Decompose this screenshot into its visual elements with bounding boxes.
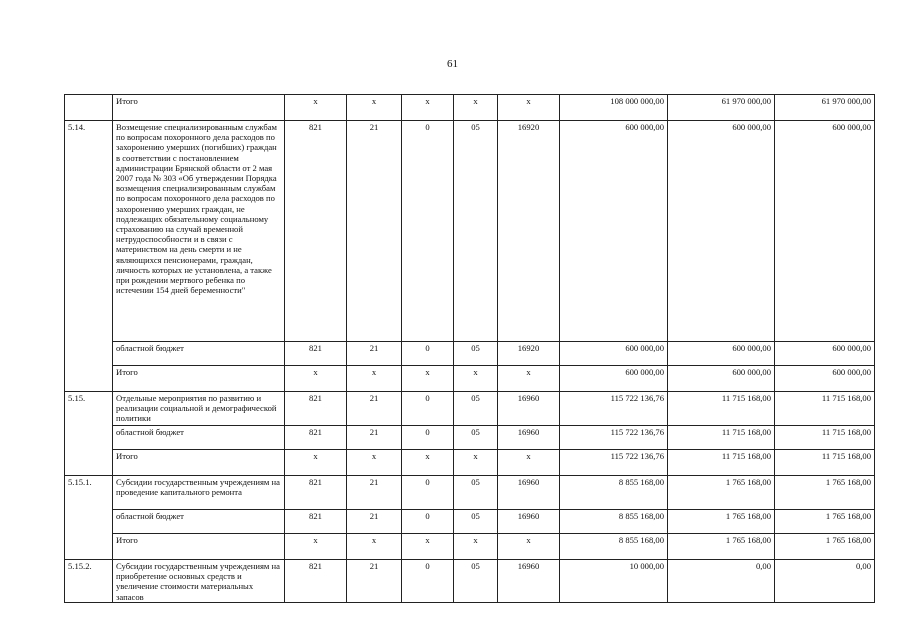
pr-cell: х bbox=[402, 450, 454, 476]
sum-3-cell: 11 715 168,00 bbox=[775, 426, 875, 450]
row-name: Отдельные мероприятия по развитию и реализации социальной и демографической политики bbox=[113, 392, 285, 426]
sum-3-cell: 1 765 168,00 bbox=[775, 510, 875, 534]
table-row-5-14-oblast bbox=[65, 342, 875, 366]
rz-cell: х bbox=[347, 95, 402, 121]
cs1-cell: х bbox=[454, 534, 498, 560]
rz-cell: 21 bbox=[347, 121, 402, 342]
pr-cell: 0 bbox=[402, 121, 454, 342]
section-code: 5.14. bbox=[65, 121, 113, 392]
section-code: 5.15.1. bbox=[65, 476, 113, 560]
sum-1-cell: 115 722 136,76 bbox=[560, 450, 668, 476]
sum-3-cell: 600 000,00 bbox=[775, 342, 875, 366]
cs2-cell: 16960 bbox=[498, 476, 560, 510]
kvsr-cell: 821 bbox=[285, 342, 347, 366]
cs1-cell: х bbox=[454, 95, 498, 121]
section-code: 5.15.2. bbox=[65, 560, 113, 603]
sum-3-cell: 1 765 168,00 bbox=[775, 476, 875, 510]
row-name: Итого bbox=[113, 95, 285, 121]
rz-cell: 21 bbox=[347, 476, 402, 510]
sum-1-cell: 8 855 168,00 bbox=[560, 476, 668, 510]
cs1-cell: 05 bbox=[454, 476, 498, 510]
row-name: Итого bbox=[113, 366, 285, 392]
rz-cell: х bbox=[347, 450, 402, 476]
pr-cell: х bbox=[402, 95, 454, 121]
kvsr-cell: 821 bbox=[285, 426, 347, 450]
kvsr-cell: х bbox=[285, 534, 347, 560]
pr-cell: 0 bbox=[402, 342, 454, 366]
row-name: областной бюджет bbox=[113, 426, 285, 450]
sum-2-cell: 11 715 168,00 bbox=[668, 426, 775, 450]
sum-1-cell: 108 000 000,00 bbox=[560, 95, 668, 121]
sum-3-cell: 600 000,00 bbox=[775, 366, 875, 392]
sum-2-cell: 61 970 000,00 bbox=[668, 95, 775, 121]
cs2-cell: х bbox=[498, 95, 560, 121]
pr-cell: х bbox=[402, 534, 454, 560]
cs2-cell: 16960 bbox=[498, 392, 560, 426]
cs2-cell: 16960 bbox=[498, 560, 560, 603]
sum-2-cell: 11 715 168,00 bbox=[668, 450, 775, 476]
sum-1-cell: 115 722 136,76 bbox=[560, 426, 668, 450]
sum-3-cell: 1 765 168,00 bbox=[775, 534, 875, 560]
cs1-cell: 05 bbox=[454, 510, 498, 534]
cs1-cell: 05 bbox=[454, 392, 498, 426]
kvsr-cell: 821 bbox=[285, 510, 347, 534]
sum-3-cell: 600 000,00 bbox=[775, 121, 875, 342]
page-number: 61 bbox=[447, 58, 458, 70]
sum-2-cell: 600 000,00 bbox=[668, 366, 775, 392]
sum-3-cell: 0,00 bbox=[775, 560, 875, 603]
cs2-cell: 16920 bbox=[498, 121, 560, 342]
row-name: Итого bbox=[113, 534, 285, 560]
section-code: 5.15. bbox=[65, 392, 113, 476]
table-row-5-15-oblast bbox=[65, 426, 875, 450]
sum-1-cell: 600 000,00 bbox=[560, 366, 668, 392]
row-name: Субсидии государственным учреждениям на проведение капитального ремонта bbox=[113, 476, 285, 510]
kvsr-cell: 821 bbox=[285, 560, 347, 603]
rz-cell: 21 bbox=[347, 426, 402, 450]
kvsr-cell: 821 bbox=[285, 476, 347, 510]
sum-2-cell: 1 765 168,00 bbox=[668, 534, 775, 560]
rz-cell: х bbox=[347, 366, 402, 392]
pr-cell: 0 bbox=[402, 476, 454, 510]
cs1-cell: 05 bbox=[454, 121, 498, 342]
rz-cell: х bbox=[347, 534, 402, 560]
table-row-5-15 bbox=[65, 392, 875, 426]
pr-cell: 0 bbox=[402, 510, 454, 534]
row-name: областной бюджет bbox=[113, 342, 285, 366]
table-row-5-14-total bbox=[65, 366, 875, 392]
sum-1-cell: 8 855 168,00 bbox=[560, 510, 668, 534]
sum-3-cell: 11 715 168,00 bbox=[775, 392, 875, 426]
sum-2-cell: 600 000,00 bbox=[668, 121, 775, 342]
pr-cell: 0 bbox=[402, 426, 454, 450]
cs2-cell: х bbox=[498, 366, 560, 392]
rz-cell: 21 bbox=[347, 510, 402, 534]
table-row-5-15-1-total bbox=[65, 534, 875, 560]
kvsr-cell: х bbox=[285, 450, 347, 476]
table-row-5-14 bbox=[65, 121, 875, 342]
sum-3-cell: 61 970 000,00 bbox=[775, 95, 875, 121]
kvsr-cell: х bbox=[285, 95, 347, 121]
row-name: областной бюджет bbox=[113, 510, 285, 534]
code-cell bbox=[65, 95, 113, 121]
cs1-cell: х bbox=[454, 366, 498, 392]
cs1-cell: 05 bbox=[454, 426, 498, 450]
sum-1-cell: 115 722 136,76 bbox=[560, 392, 668, 426]
budget-table bbox=[64, 94, 875, 603]
row-name: Итого bbox=[113, 450, 285, 476]
cs2-cell: 16960 bbox=[498, 426, 560, 450]
rz-cell: 21 bbox=[347, 342, 402, 366]
cs2-cell: х bbox=[498, 534, 560, 560]
pr-cell: х bbox=[402, 366, 454, 392]
row-name: Возмещение специализированным службам по вопросам похоронного дела расходов по захоронению умерших (погибших) граждан в соответствии с постановлением администрации Брянской области от 2 мая 2007 года № 303 «Об утверждении Порядка возмещения специализированным службам по вопросам похоронного дела расходов по захоронению умерших граждан, не подлежащих обязательному социальному страхованию на случай временной нетрудоспособности и в связи с материнством на день смерти и не являющихся пенсионерами, граждан, личность которых не установлена, а также при рождении мертвого ребенка по истечении 154 дней беременности" bbox=[113, 121, 285, 342]
kvsr-cell: 821 bbox=[285, 392, 347, 426]
sum-1-cell: 600 000,00 bbox=[560, 121, 668, 342]
sum-2-cell: 1 765 168,00 bbox=[668, 510, 775, 534]
cs1-cell: х bbox=[454, 450, 498, 476]
row-name: Субсидии государственным учреждениям на приобретение основных средств и увеличение стоимости материальных запасов bbox=[113, 560, 285, 603]
cs1-cell: 05 bbox=[454, 342, 498, 366]
table-row-top-total bbox=[65, 95, 875, 121]
kvsr-cell: 821 bbox=[285, 121, 347, 342]
cs2-cell: 16920 bbox=[498, 342, 560, 366]
pr-cell: 0 bbox=[402, 392, 454, 426]
sum-3-cell: 11 715 168,00 bbox=[775, 450, 875, 476]
sum-2-cell: 600 000,00 bbox=[668, 342, 775, 366]
sum-2-cell: 1 765 168,00 bbox=[668, 476, 775, 510]
table-row-5-15-1 bbox=[65, 476, 875, 510]
sum-1-cell: 8 855 168,00 bbox=[560, 534, 668, 560]
pr-cell: 0 bbox=[402, 560, 454, 603]
table-row-5-15-1-oblast bbox=[65, 510, 875, 534]
sum-1-cell: 600 000,00 bbox=[560, 342, 668, 366]
cs2-cell: 16960 bbox=[498, 510, 560, 534]
kvsr-cell: х bbox=[285, 366, 347, 392]
cs1-cell: 05 bbox=[454, 560, 498, 603]
sum-2-cell: 0,00 bbox=[668, 560, 775, 603]
table-row-5-15-2 bbox=[65, 560, 875, 603]
sum-1-cell: 10 000,00 bbox=[560, 560, 668, 603]
table-row-5-15-total bbox=[65, 450, 875, 476]
rz-cell: 21 bbox=[347, 560, 402, 603]
rz-cell: 21 bbox=[347, 392, 402, 426]
sum-2-cell: 11 715 168,00 bbox=[668, 392, 775, 426]
cs2-cell: х bbox=[498, 450, 560, 476]
